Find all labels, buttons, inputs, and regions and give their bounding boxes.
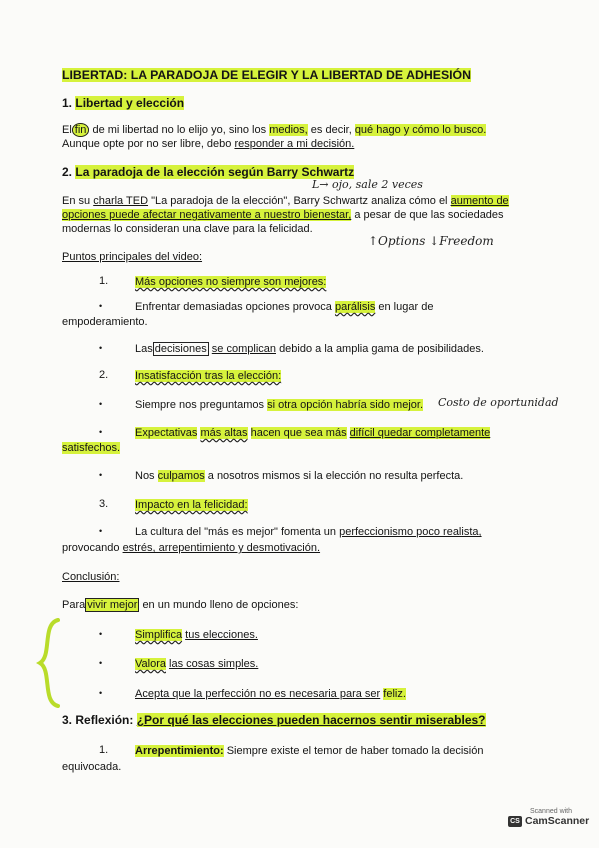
bullet: • [99,343,103,353]
item-1-bullet-1: Enfrentar demasiadas opciones provoca parálisis en lugar de [135,301,434,313]
puntos-principales-label: Puntos principales del video: [62,251,203,263]
conclusion-item-3: Acepta que la perfección no es necesaria para ser feliz. [135,688,406,700]
bullet: • [99,526,103,536]
item-2-bullet-3: Nos culpamos a nosotros mismos si la elección no resulta perfecta. [135,470,464,482]
item-3-heading: Impacto en la felicidad: [135,499,248,511]
bullet: • [99,688,103,698]
item-1-heading: Más opciones no siempre son mejores: [135,276,327,288]
section-3-number: 3. [62,713,73,727]
item-2-bullet-1: Siempre nos preguntamos si otra opción habría sido mejor. [135,399,423,411]
sec2-paragraph-line2: opciones puede afectar negativamente a nuestro bienestar, a pesar de que las sociedades [62,209,504,221]
circled-fin: fin [72,123,90,137]
sec2-paragraph-line1: En su charla TED "La paradoja de la elección", Barry Schwartz analiza cómo el aumento de [62,195,509,207]
handwritten-note-costo: Costo de oportunidad [438,396,559,409]
sec1-paragraph-line2: Aunque opte por no ser libre, debo responder a mi decisión. [62,138,355,150]
sec3-item-1-cont: equivocada. [62,761,122,773]
bullet: • [99,658,103,668]
boxed-decisiones: decisiones [154,343,207,355]
sec3-item-1: Arrepentimiento: Siempre existe el temor de haber tomado la decisión [135,745,484,757]
bullet: • [99,427,103,437]
conclusion-intro: Para vivir mejor en un mundo lleno de opciones: [62,599,299,611]
camscanner-watermark: Scanned with CS CamScanner [508,808,594,838]
green-brace-mark [36,618,62,708]
conclusion-item-1: Simplifica tus elecciones. [135,629,258,641]
section-1-heading [62,96,184,110]
section-2-title: La paradoja de la elección según Barry Schwartz [75,165,355,179]
bullet: • [99,629,103,639]
item-3-bullet-1: La cultura del "más es mejor" fomenta un perfeccionismo poco realista, [135,526,482,538]
sec3-item-1-number: 1. [99,744,109,756]
conclusion-label: Conclusión: [62,571,120,583]
section-3-heading: 3. Reflexión: ¿Por qué las elecciones pueden hacernos sentir miserables? [62,713,486,727]
item-3-bullet-1-cont: provocando estrés, arrepentimiento y desmotivación. [62,542,321,554]
item-1-bullet-1-cont: empoderamiento. [62,316,148,328]
section-2-heading [62,165,354,179]
item-1-number: 1. [99,275,109,287]
handwritten-note-options-freedom: ↑Options ↓Freedom [368,234,494,248]
item-2-bullet-2: Expectativas más altas hacen que sea más difícil quedar completamente [135,427,491,439]
section-1-title: Libertad y elección [75,96,185,110]
sec2-paragraph-line3: modernas lo consideran una clave para la felicidad. [62,223,313,235]
boxed-vivir-mejor: vivir mejor [87,599,138,611]
item-3-number: 3. [99,498,109,510]
item-2-bullet-2-cont: satisfechos. [62,442,121,454]
section-1-number: 1. [62,96,73,110]
title-text: LIBERTAD: LA PARADOJA DE ELEGIR Y LA LIBERTAD DE ADHESIÓN [62,68,472,82]
sec1-paragraph-line1: El fin de mi libertad no lo elijo yo, sino los medios, es decir, qué hago y cómo lo busco. [62,124,487,136]
item-2-heading: Insatisfacción tras la elección: [135,370,282,382]
bullet: • [99,301,103,311]
item-2-number: 2. [99,369,109,381]
camscanner-logo-icon: CS [508,816,522,827]
item-1-bullet-2: Las decisiones se complican debido a la amplia gama de posibilidades. [135,343,484,355]
section-2-number: 2. [62,165,73,179]
document-title [62,68,471,82]
conclusion-item-2: Valora las cosas simples. [135,658,259,670]
bullet: • [99,470,103,480]
handwritten-note-ojo: L→ ojo, sale 2 veces [312,178,423,191]
bullet: • [99,399,103,409]
